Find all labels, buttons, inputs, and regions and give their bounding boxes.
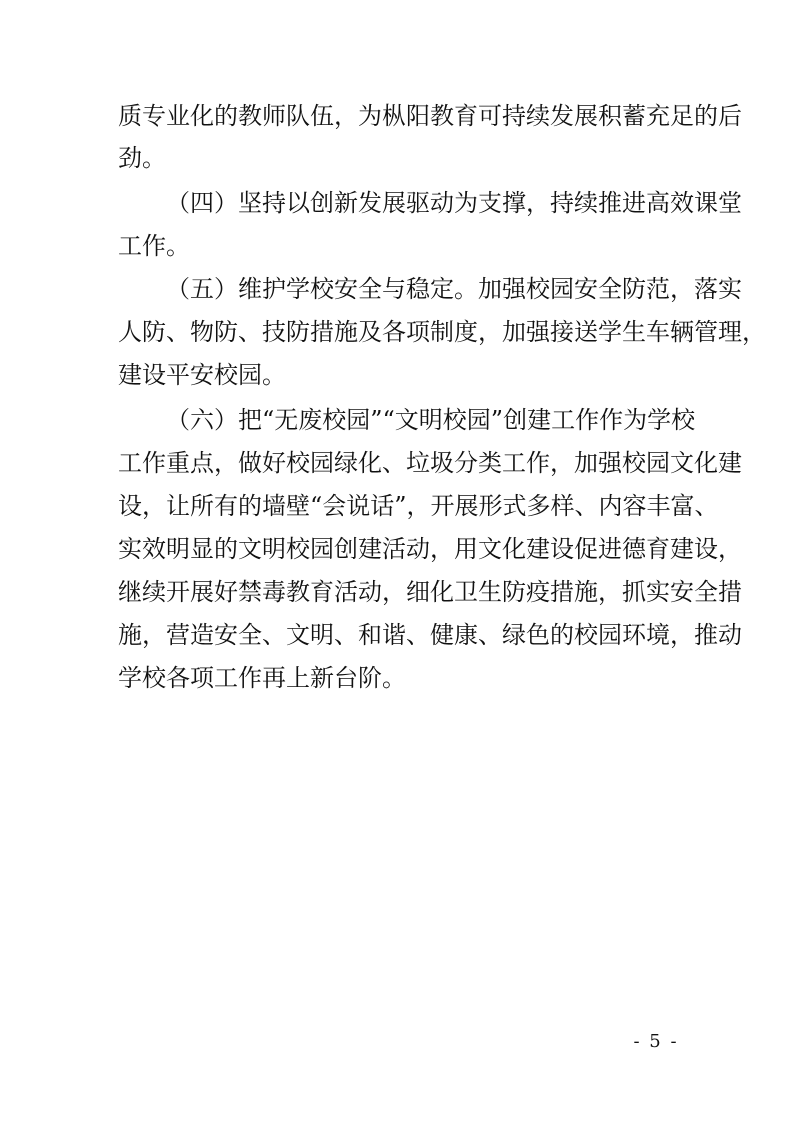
section-five-line: 人防、物防、技防措施及各项制度，加强接送学生车辆管理，: [118, 318, 766, 346]
section-six-line: 设，让所有的墙壁“会说话”，开展形式多样、内容丰富、: [118, 492, 719, 520]
section-five-line: 建设平安校园。: [118, 361, 286, 389]
section-six-line: 施，营造安全、文明、和谐、健康、绿色的校园环境，推动: [118, 621, 742, 649]
section-six-line: 继续开展好禁毒教育活动，细化卫生防疫措施，抓实安全措: [118, 578, 742, 606]
section-six-line: 实效明显的文明校园创建活动，用文化建设促进德育建设，: [118, 535, 742, 563]
paragraph-continuation-line: 劲。: [118, 144, 166, 172]
section-six-line: 学校各项工作再上新台阶。: [118, 664, 406, 692]
paragraph-continuation-line: 质专业化的教师队伍，为枞阳教育可持续发展积蓄充足的后: [118, 102, 742, 130]
section-four-heading-line: （四）坚持以创新发展驱动为支撑，持续推进高效课堂: [166, 189, 742, 217]
page-number: - 5 -: [633, 1031, 679, 1052]
section-six-heading-line: （六）把“无废校园”“文明校园”创建工作作为学校: [166, 406, 696, 434]
section-four-line: 工作。: [118, 232, 190, 260]
section-six-line: 工作重点，做好校园绿化、垃圾分类工作，加强校园文化建: [118, 449, 742, 477]
section-five-heading-line: （五）维护学校安全与稳定。加强校园安全防范，落实: [166, 275, 742, 303]
